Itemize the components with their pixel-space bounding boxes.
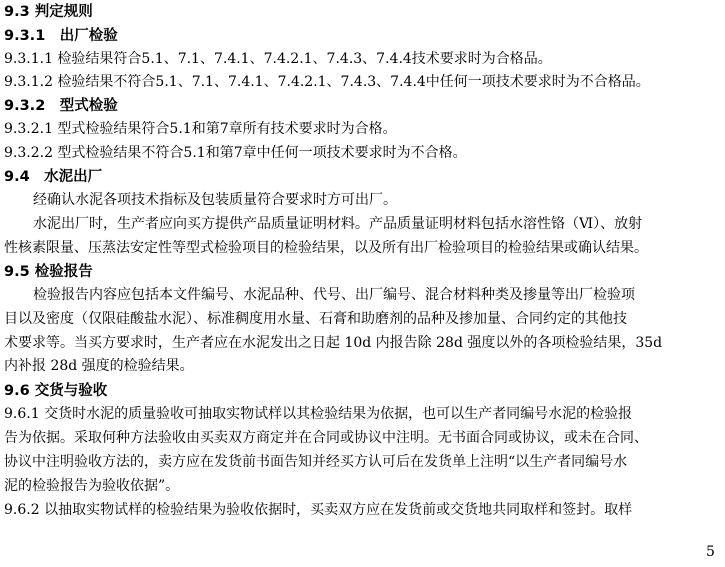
clause-9-3-1-1: 9.3.1.1 检验结果符合5.1、7.1、7.4.1、7.4.2.1、7.4.3、7.4.4技术要求时为合格品。 xyxy=(4,51,552,67)
clause-9-3-2-2: 9.3.2.2 型式检验结果不符合5.1和第7章中任何一项技术要求时为不合格。 xyxy=(4,145,467,161)
page-number: 5 xyxy=(706,544,715,560)
section-heading-9-3: 9.3 判定规则 xyxy=(4,4,93,20)
paragraph-line: 告为依据。采取何种方法验收由买卖双方商定并在合同或协议中注明。无书面合同或协议，或未在合同、 xyxy=(4,430,648,446)
section-heading-9-4: 9.4 水泥出厂 xyxy=(4,169,103,185)
paragraph-line: 内补报 28d 强度的检验结果。 xyxy=(4,358,194,374)
paragraph-line: 水泥出厂时，生产者应向买方提供产品质量证明材料。产品质量证明材料包括水溶性铬（Ⅵ）、放射 xyxy=(33,216,643,232)
paragraph-line: 目以及密度（仅限硅酸盐水泥）、标准稠度用水量、石膏和助磨剂的品种及掺加量、合同约定的其他技 xyxy=(4,311,627,327)
section-heading-9-6: 9.6 交货与验收 xyxy=(4,383,108,399)
paragraph-line: 检验报告内容应包括本文件编号、水泥品种、代号、出厂编号、混合材料种类及掺量等出厂检验项 xyxy=(33,287,635,303)
clause-9-3-2-1: 9.3.2.1 型式检验结果符合5.1和第7章所有技术要求时为合格。 xyxy=(4,121,397,137)
paragraph-line: 协议中注明验收方法的，卖方应在发货前书面告知并经买方认可后在发货单上注明“以生产者同编号水 xyxy=(4,454,628,470)
section-heading-9-5: 9.5 检验报告 xyxy=(4,264,93,280)
clause-9-3-1-2: 9.3.1.2 检验结果不符合5.1、7.1、7.4.1、7.4.2.1、7.4.3、7.4.4中任何一项技术要求时为不合格品。 xyxy=(4,74,650,90)
clause-9-6-1: 9.6.1 交货时水泥的质量验收可抽取实物试样以其检验结果为依据，也可以生产者同编号水泥的检验报 xyxy=(4,406,633,422)
subsection-heading-9-3-1: 9.3.1 出厂检验 xyxy=(4,28,118,44)
paragraph-line: 泥的检验报告为验收依据”。 xyxy=(4,478,180,494)
subsection-heading-9-3-2: 9.3.2 型式检验 xyxy=(4,98,118,114)
paragraph-line: 经确认水泥各项技术指标及包装质量符合要求时方可出厂。 xyxy=(33,192,397,208)
paragraph-line: 性核素限量、压蒸法安定性等型式检验项目的检验结果，以及所有出厂检验项目的检验结果或确认结果。 xyxy=(4,240,648,256)
clause-9-6-2: 9.6.2 以抽取实物试样的检验结果为验收依据时，买卖双方应在发货前或交货地共同取样和签封。取样 xyxy=(4,502,633,518)
paragraph-line: 术要求等。当买方要求时，生产者应在水泥发出之日起 10d 内报告除 28d 强度以外的各项检验结果，35d xyxy=(4,335,663,351)
